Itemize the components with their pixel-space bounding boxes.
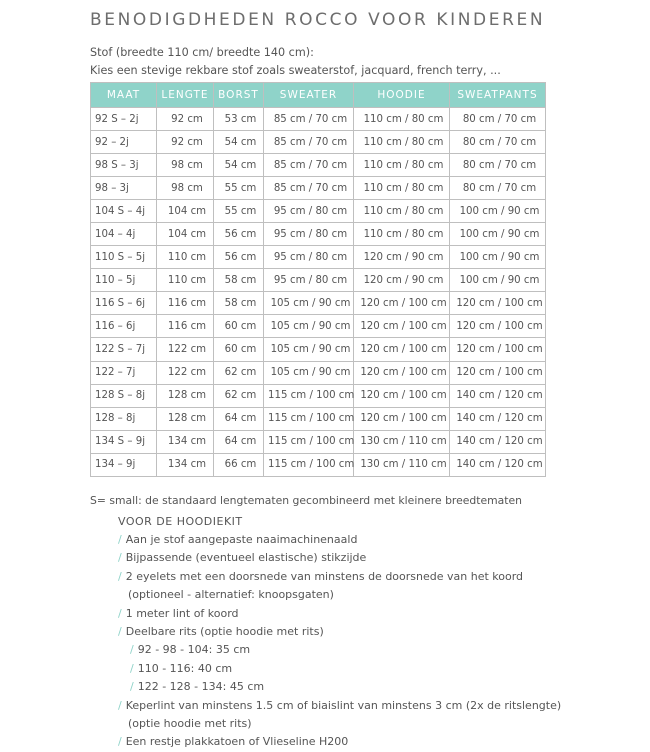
cell-borst: 62 cm: [214, 384, 264, 407]
cell-sweater: 95 cm / 80 cm: [264, 269, 354, 292]
list-item-text: Deelbare rits (optie hoodie met rits): [125, 625, 324, 639]
cell-sweater: 105 cm / 90 cm: [264, 292, 354, 315]
slash-bullet-icon: /: [130, 643, 134, 657]
table-row: [91, 223, 546, 246]
cell-maat: 98 – 3j: [91, 177, 157, 200]
cell-maat: 110 – 5j: [91, 269, 157, 292]
table-row: [91, 177, 546, 200]
cell-sweater: 85 cm / 70 cm: [264, 131, 354, 154]
cell-sweatpants: 80 cm / 70 cm: [450, 108, 546, 131]
cell-lengte: 128 cm: [157, 384, 214, 407]
table-row: [91, 131, 546, 154]
slash-bullet-icon: /: [118, 625, 122, 639]
cell-sweatpants: 100 cm / 90 cm: [450, 246, 546, 269]
cell-hoodie: 120 cm / 100 cm: [354, 361, 450, 384]
cell-sweater: 105 cm / 90 cm: [264, 315, 354, 338]
cell-maat: 92 S – 2j: [91, 108, 157, 131]
cell-maat: 110 S – 5j: [91, 246, 157, 269]
cell-lengte: 128 cm: [157, 407, 214, 430]
cell-borst: 56 cm: [214, 223, 264, 246]
cell-maat: 122 S – 7j: [91, 338, 157, 361]
slash-bullet-icon: /: [118, 698, 122, 712]
cell-lengte: 122 cm: [157, 361, 214, 384]
cell-borst: 55 cm: [214, 200, 264, 223]
table-row: [91, 430, 546, 453]
table-header-row: [91, 83, 546, 108]
cell-maat: 98 S – 3j: [91, 154, 157, 177]
cell-sweatpants: 120 cm / 100 cm: [450, 338, 546, 361]
cell-borst: 53 cm: [214, 108, 264, 131]
list-item-text: Keperlint van minstens 1.5 cm of biaislint van minstens 3 cm (2x de ritslengte): [125, 698, 562, 712]
table-row: [91, 269, 546, 292]
table-row: [91, 292, 546, 315]
cell-sweater: 85 cm / 70 cm: [264, 177, 354, 200]
cell-hoodie: 120 cm / 100 cm: [354, 338, 450, 361]
cell-lengte: 104 cm: [157, 200, 214, 223]
cell-sweater: 115 cm / 100 cm: [264, 407, 354, 430]
list-item: [118, 531, 561, 549]
cell-sweatpants: 80 cm / 70 cm: [450, 131, 546, 154]
hoodiekit-list: [118, 531, 561, 752]
footnote: S= small: de standaard lengtematen gecombineerd met kleinere breedtematen: [90, 494, 523, 507]
cell-hoodie: 120 cm / 100 cm: [354, 407, 450, 430]
table-row: [91, 108, 546, 131]
cell-sweater: 85 cm / 70 cm: [264, 108, 354, 131]
cell-sweater: 85 cm / 70 cm: [264, 154, 354, 177]
header-lengte: LENGTE: [157, 83, 214, 108]
list-item-text: 1 meter lint of koord: [125, 606, 239, 620]
cell-lengte: 134 cm: [157, 430, 214, 453]
list-item-text: (optie hoodie met rits): [128, 717, 252, 731]
cell-borst: 56 cm: [214, 246, 264, 269]
cell-borst: 60 cm: [214, 338, 264, 361]
list-item: [118, 549, 561, 567]
cell-sweatpants: 120 cm / 100 cm: [450, 361, 546, 384]
header-sweater: SWEATER: [264, 83, 354, 108]
list-item: [118, 697, 561, 715]
table-row: [91, 384, 546, 407]
cell-sweater: 105 cm / 90 cm: [264, 338, 354, 361]
slash-bullet-icon: /: [118, 606, 122, 620]
cell-borst: 62 cm: [214, 361, 264, 384]
cell-hoodie: 110 cm / 80 cm: [354, 108, 450, 131]
slash-bullet-icon: /: [118, 735, 122, 749]
cell-maat: 116 – 6j: [91, 315, 157, 338]
cell-sweatpants: 120 cm / 100 cm: [450, 315, 546, 338]
header-sweatpants: SWEATPANTS: [450, 83, 546, 108]
zipper-length-item: [118, 660, 561, 678]
cell-maat: 92 – 2j: [91, 131, 157, 154]
table-row: [91, 200, 546, 223]
cell-maat: 134 S – 9j: [91, 430, 157, 453]
cell-sweater: 95 cm / 80 cm: [264, 246, 354, 269]
cell-borst: 55 cm: [214, 177, 264, 200]
cell-sweatpants: 140 cm / 120 cm: [450, 430, 546, 453]
table-row: [91, 154, 546, 177]
list-item-text: (optioneel - alternatief: knoopsgaten): [128, 588, 334, 602]
cell-borst: 64 cm: [214, 407, 264, 430]
cell-maat: 116 S – 6j: [91, 292, 157, 315]
cell-lengte: 98 cm: [157, 154, 214, 177]
list-item: [118, 568, 561, 586]
list-item: [118, 733, 561, 751]
cell-lengte: 134 cm: [157, 453, 214, 476]
cell-maat: 104 S – 4j: [91, 200, 157, 223]
header-maat: MAAT: [91, 83, 157, 108]
cell-sweater: 95 cm / 80 cm: [264, 200, 354, 223]
cell-sweater: 115 cm / 100 cm: [264, 453, 354, 476]
list-item-text: Aan je stof aangepaste naaimachinenaald: [125, 533, 358, 546]
cell-hoodie: 110 cm / 80 cm: [354, 131, 450, 154]
cell-sweatpants: 100 cm / 90 cm: [450, 200, 546, 223]
slash-bullet-icon: /: [118, 533, 122, 546]
cell-sweater: 95 cm / 80 cm: [264, 223, 354, 246]
list-item-text: 110 - 116: 40 cm: [137, 661, 233, 675]
cell-maat: 122 – 7j: [91, 361, 157, 384]
cell-maat: 104 – 4j: [91, 223, 157, 246]
table-row: [91, 407, 546, 430]
cell-maat: 128 – 8j: [91, 407, 157, 430]
cell-lengte: 122 cm: [157, 338, 214, 361]
list-item-continuation: [118, 586, 561, 604]
cell-lengte: 92 cm: [157, 131, 214, 154]
cell-lengte: 92 cm: [157, 108, 214, 131]
list-item: [118, 605, 561, 623]
zipper-length-item: [118, 678, 561, 696]
cell-sweatpants: 100 cm / 90 cm: [450, 269, 546, 292]
cell-borst: 60 cm: [214, 315, 264, 338]
table-body: [91, 108, 546, 477]
cell-hoodie: 120 cm / 90 cm: [354, 269, 450, 292]
cell-borst: 54 cm: [214, 154, 264, 177]
cell-sweatpants: 100 cm / 90 cm: [450, 223, 546, 246]
cell-hoodie: 110 cm / 80 cm: [354, 200, 450, 223]
cell-sweatpants: 140 cm / 120 cm: [450, 384, 546, 407]
slash-bullet-icon: /: [118, 551, 122, 565]
cell-sweater: 115 cm / 100 cm: [264, 430, 354, 453]
cell-hoodie: 120 cm / 100 cm: [354, 384, 450, 407]
cell-hoodie: 120 cm / 100 cm: [354, 315, 450, 338]
table-row: [91, 338, 546, 361]
cell-hoodie: 110 cm / 80 cm: [354, 223, 450, 246]
cell-sweater: 105 cm / 90 cm: [264, 361, 354, 384]
cell-borst: 58 cm: [214, 269, 264, 292]
cell-sweatpants: 140 cm / 120 cm: [450, 453, 546, 476]
cell-sweatpants: 80 cm / 70 cm: [450, 177, 546, 200]
slash-bullet-icon: /: [130, 661, 134, 675]
fabric-advice-line: Kies een stevige rekbare stof zoals sweaterstof, jacquard, french terry, ...: [90, 64, 501, 77]
fabric-width-line: Stof (breedte 110 cm/ breedte 140 cm):: [90, 46, 314, 59]
header-hoodie: HOODIE: [354, 83, 450, 108]
fabric-intro: [90, 44, 501, 80]
list-item-text: 92 - 98 - 104: 35 cm: [137, 643, 251, 657]
cell-borst: 66 cm: [214, 453, 264, 476]
cell-sweatpants: 80 cm / 70 cm: [450, 154, 546, 177]
list-item-continuation: [118, 715, 561, 733]
cell-maat: 134 – 9j: [91, 453, 157, 476]
cell-sweatpants: 120 cm / 100 cm: [450, 292, 546, 315]
hoodiekit-title: VOOR DE HOODIEKIT: [118, 515, 243, 528]
zipper-length-item: [118, 641, 561, 659]
cell-lengte: 110 cm: [157, 246, 214, 269]
cell-hoodie: 110 cm / 80 cm: [354, 154, 450, 177]
cell-lengte: 104 cm: [157, 223, 214, 246]
cell-hoodie: 110 cm / 80 cm: [354, 177, 450, 200]
size-table: [90, 82, 546, 477]
header-borst: BORST: [214, 83, 264, 108]
cell-borst: 58 cm: [214, 292, 264, 315]
table-row: [91, 315, 546, 338]
slash-bullet-icon: /: [118, 569, 122, 583]
cell-lengte: 110 cm: [157, 269, 214, 292]
cell-lengte: 98 cm: [157, 177, 214, 200]
cell-hoodie: 130 cm / 110 cm: [354, 430, 450, 453]
list-item-text: Bijpassende (eventueel elastische) stikzijde: [125, 551, 367, 565]
table-row: [91, 453, 546, 476]
cell-maat: 128 S – 8j: [91, 384, 157, 407]
cell-borst: 64 cm: [214, 430, 264, 453]
table-row: [91, 246, 546, 269]
table-row: [91, 361, 546, 384]
cell-lengte: 116 cm: [157, 315, 214, 338]
cell-sweatpants: 140 cm / 120 cm: [450, 407, 546, 430]
cell-hoodie: 130 cm / 110 cm: [354, 453, 450, 476]
cell-hoodie: 120 cm / 100 cm: [354, 292, 450, 315]
page-title: BENODIGDHEDEN ROCCO VOOR KINDEREN: [90, 10, 546, 30]
cell-borst: 54 cm: [214, 131, 264, 154]
list-item-text: 122 - 128 - 134: 45 cm: [137, 680, 265, 694]
list-item: [118, 623, 561, 641]
cell-lengte: 116 cm: [157, 292, 214, 315]
slash-bullet-icon: /: [130, 680, 134, 694]
list-item-text: 2 eyelets met een doorsnede van minstens de doorsnede van het koord: [125, 569, 524, 583]
cell-sweater: 115 cm / 100 cm: [264, 384, 354, 407]
cell-hoodie: 120 cm / 90 cm: [354, 246, 450, 269]
list-item-text: Een restje plakkatoen of Vlieseline H200: [125, 735, 349, 749]
